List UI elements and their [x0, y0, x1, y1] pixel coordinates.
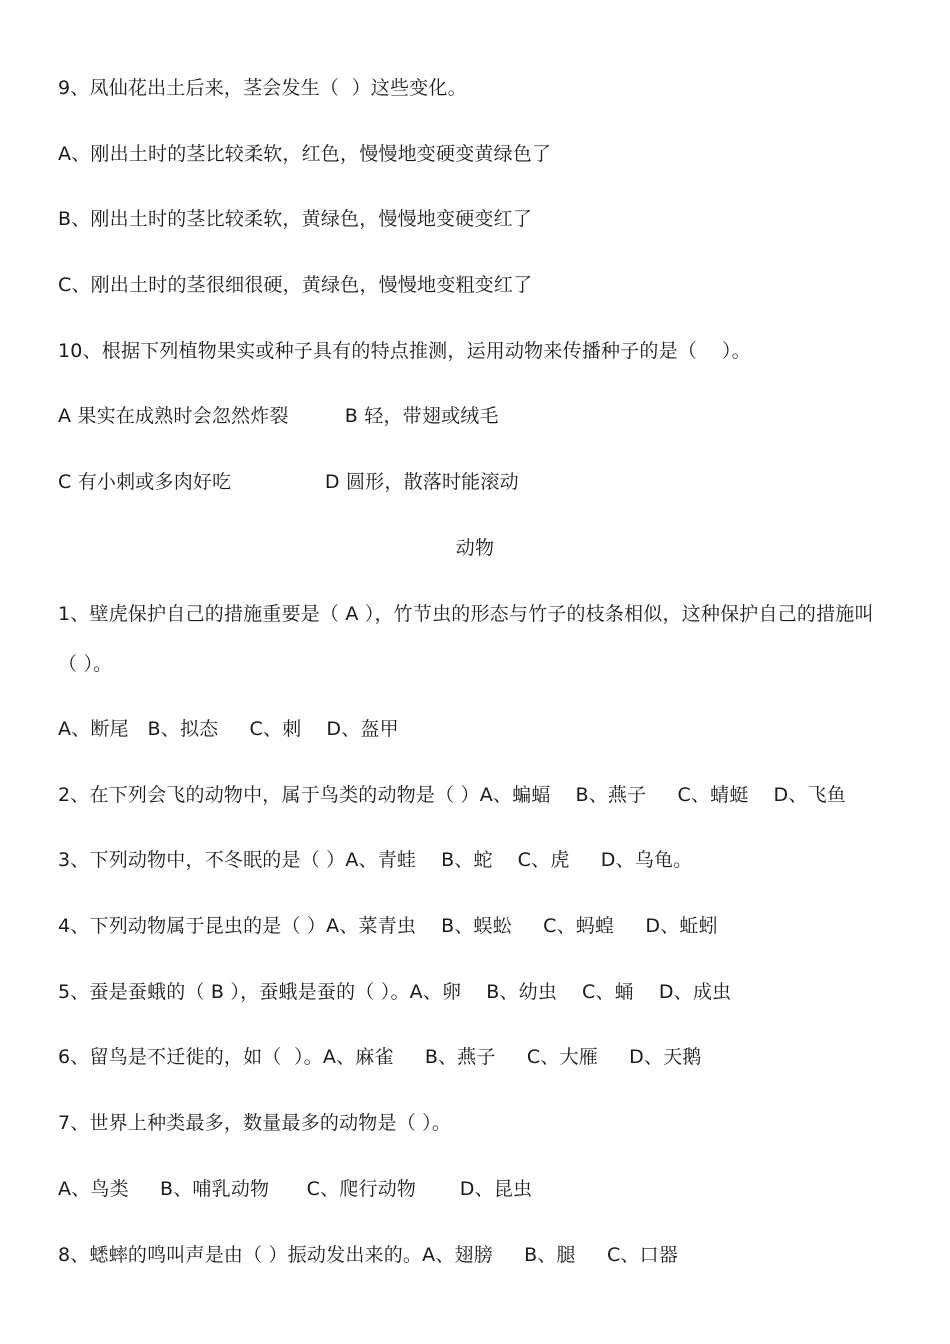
question-10-options-cd: C 有小刺或多肉好吃 D 圆形，散落时能滚动	[58, 471, 519, 493]
animal-question-8: 8、蟋蟀的鸣叫声是由（ ）振动发出来的。A、翅膀 B、腿 C、口器	[58, 1244, 679, 1266]
animal-question-4: 4、下列动物属于昆虫的是（ ）A、菜青虫 B、蜈蚣 C、蚂蝗 D、蚯蚓	[58, 915, 718, 937]
question-9: 9、凤仙花出土后来，茎会发生（ ）这些变化。	[58, 77, 467, 99]
question-9-option-b: B、刚出土时的茎比较柔软，黄绿色，慢慢地变硬变红了	[58, 208, 533, 230]
animal-question-7-options: A、鸟类 B、哺乳动物 C、爬行动物 D、昆虫	[58, 1178, 533, 1200]
animal-question-3: 3、下列动物中，不冬眠的是（ ）A、青蛙 B、蛇 C、虎 D、乌龟。	[58, 849, 693, 871]
animal-question-2: 2、在下列会飞的动物中，属于鸟类的动物是（ ）A、蝙蝠 B、燕子 C、蜻蜓 D、飞鱼	[58, 784, 846, 806]
animal-question-6: 6、留鸟是不迁徙的，如（ ）。A、麻雀 B、燕子 C、大雁 D、天鹅	[58, 1046, 702, 1068]
question-10: 10、根据下列植物果实或种子具有的特点推测，运用动物来传播种子的是（ ）。	[58, 340, 751, 362]
animal-question-1-continued: （ ）。	[58, 653, 113, 675]
question-9-option-a: A、刚出土时的茎比较柔软，红色，慢慢地变硬变黄绿色了	[58, 143, 552, 165]
question-9-option-c: C、刚出土时的茎很细很硬，黄绿色，慢慢地变粗变红了	[58, 274, 533, 296]
section-heading: 动物	[455, 537, 495, 559]
animal-question-7: 7、世界上种类最多，数量最多的动物是（ ）。	[58, 1112, 452, 1134]
animal-question-5: 5、蚕是蚕蛾的（ B ），蚕蛾是蚕的（ ）。A、卵 B、幼虫 C、蛹 D、成虫	[58, 981, 732, 1003]
animal-question-1: 1、壁虎保护自己的措施重要是（ A ），竹节虫的形态与竹子的枝条相似，这种保护自己的措施叫	[58, 603, 874, 625]
question-10-options-ab: A 果实在成熟时会忽然炸裂 B 轻，带翅或绒毛	[58, 405, 499, 427]
animal-question-1-options: A、断尾 B、拟态 C、刺 D、盔甲	[58, 718, 399, 740]
